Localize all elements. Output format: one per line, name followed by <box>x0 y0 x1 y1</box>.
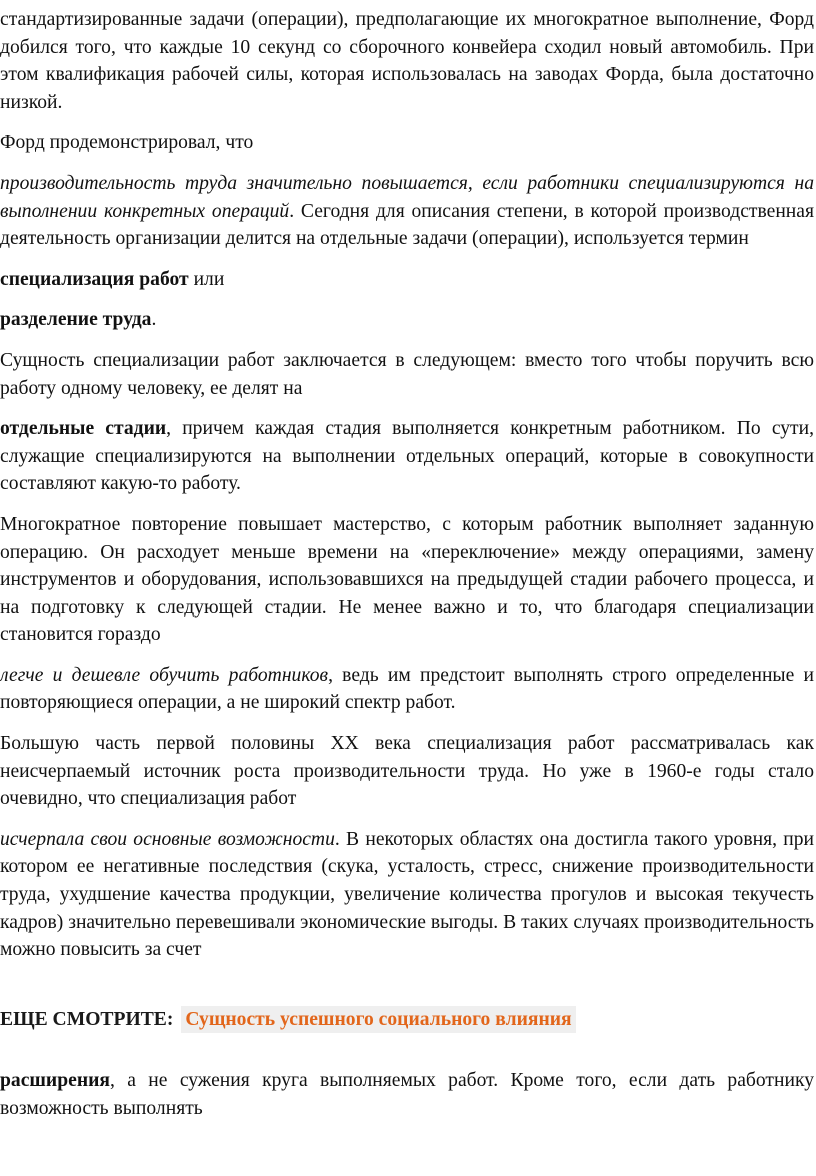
bold-term: специализация работ <box>0 268 189 290</box>
see-also-block <box>0 1006 814 1034</box>
paragraph: исчерпала свои основные возможности. В некоторых областях она достигла такого уровня, при котором ее негативные последствия (скука, усталость, стресс, снижение производительности труда, ухудшение качества продукции, увеличение количества прогулов и высокая текучесть кадров) значительно перевешивали экономические выгоды. В таких случаях производительность можно повысить за счет <box>0 828 814 961</box>
paragraph: Большую часть первой половины XX века специализация работ рассматривалась как неисчерпаемый источник роста производительности труда. Но уже в 1960-е годы стало очевидно, что специализация работ <box>0 733 814 810</box>
paragraph: Многократное повторение повышает мастерство, с которым работник выполняет заданную операцию. Он расходует меньше времени на «переключение» между операциями, замену инструментов и оборудования, использовавшихся на предыдущей стадии рабочего процесса, и на подготовку к следующей стадии. Не менее важно и то, что благодаря специализации становится гораздо <box>0 513 814 646</box>
paragraph: стандартизированные задачи (операции), предполагающие их многократное выполнение, Форд добился того, что каждые 10 секунд со сборочного конвейера сходил новый автомобиль. При этом квалификация рабочей силы, которая использовалась на заводах Форда, была достаточно низкой. <box>0 9 814 113</box>
italic-emphasis: исчерпала свои основные возможности <box>0 828 335 850</box>
paragraph: Форд продемонстрировал, что <box>0 132 254 154</box>
paragraph: производительность труда значительно повышается, если работники специализируются на выполнении конкретных операций. Сегодня для описания степени, в которой производственная деятельность организации делится на отдельные задачи (операции), используется термин <box>0 172 814 250</box>
paragraph: легче и дешевле обучить работников, ведь им предстоит выполнять строго определенные и повторяющиеся операции, а не широкий спектр работ. <box>0 664 814 714</box>
italic-emphasis: легче и дешевле обучить работников <box>0 664 329 686</box>
bold-term: разделение труда <box>0 309 152 331</box>
paragraph: разделение труда. <box>0 309 157 331</box>
see-also-link[interactable]: Сущность успешного социального влияния <box>181 1006 575 1034</box>
paragraph: отдельные стадии, причем каждая стадия выполняется конкретным работником. По сути, служащие специализируются на выполнении отдельных операций, которые в совокупности составляют какую-то работу. <box>0 418 814 495</box>
bold-term: отдельные стадии <box>0 418 167 440</box>
bold-term: расширения <box>0 1070 110 1092</box>
see-also-label: ЕЩЕ СМОТРИТЕ: <box>0 1008 174 1030</box>
paragraph: специализация работ или <box>0 268 225 290</box>
paragraph: расширения, а не сужения круга выполняемых работ. Кроме того, если дать работнику возможность выполнять <box>0 1070 814 1119</box>
italic-emphasis: производительность труда значительно повышается, если работники специализируются на выполнении конкретных операций <box>0 172 814 222</box>
paragraph: Сущность специализации работ заключается в следующем: вместо того чтобы поручить всю работу одному человеку, ее делят на <box>0 349 814 399</box>
